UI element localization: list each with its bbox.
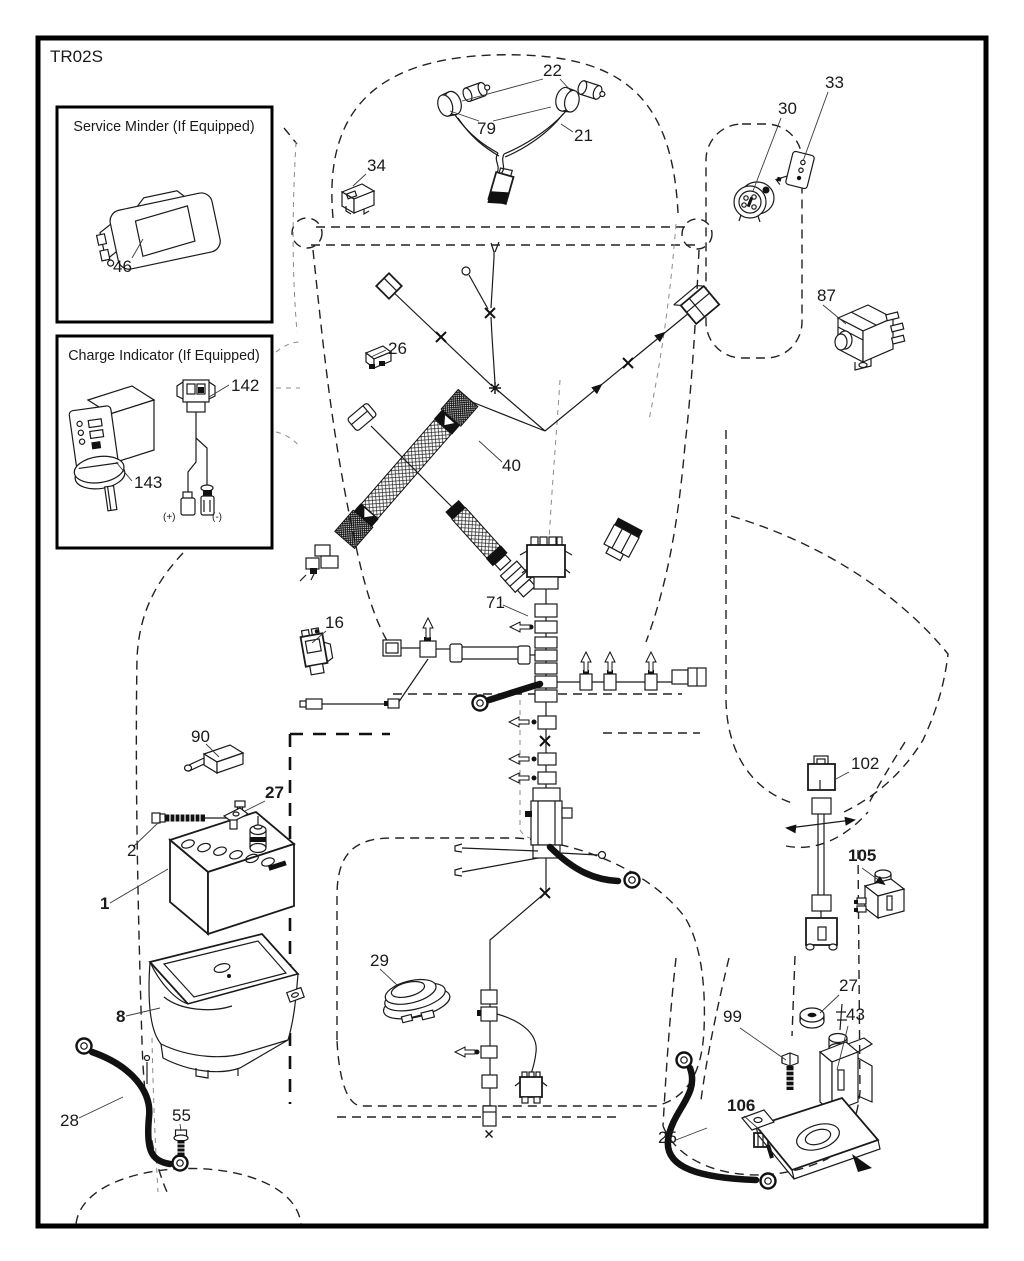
part-label-plus: (+) [163,512,176,523]
part-label-142: 142 [231,376,260,395]
part-label-105: 105 [848,846,877,865]
part-label-55: 55 [172,1106,191,1125]
part-label-34: 34 [367,156,386,175]
part-label-26: 26 [388,339,407,358]
part-label-71: 71 [486,593,505,612]
part-label-28: 28 [60,1111,79,1130]
part-label-143: 143 [134,473,163,492]
part-label-43: 43 [846,1005,865,1024]
part-label-46: 46 [113,257,132,276]
nut-27-bottom [800,1008,824,1028]
part-label-8: 8 [116,1007,126,1026]
part-label-minus: (-) [212,512,222,523]
part-label-25: 25 [658,1128,677,1147]
inset-service-minder-title: Service Minder (If Equipped) [73,119,255,135]
part-label-102: 102 [851,754,880,773]
inset-service-minder [57,107,272,322]
part-label-30: 30 [778,99,797,118]
part-label-29: 29 [370,951,389,970]
page-title: TR02S [50,47,103,66]
part-label-33: 33 [825,73,844,92]
part-label-2: 2 [127,841,137,860]
inset-charge-indicator-title: Charge Indicator (If Equipped) [68,348,260,364]
part-label-87: 87 [817,286,836,305]
part-label-21: 21 [574,126,593,145]
part-label-16: 16 [325,613,344,632]
part-label-40: 40 [502,456,521,475]
part-label-79: 79 [477,119,496,138]
part-label-106: 106 [727,1096,756,1115]
part-label-27t: 27 [265,783,284,802]
part-label-90: 90 [191,727,210,746]
part-label-99: 99 [723,1007,742,1026]
part-label-27b: 27 [839,976,858,995]
part-label-1: 1 [100,894,110,913]
part-label-22: 22 [543,61,562,80]
